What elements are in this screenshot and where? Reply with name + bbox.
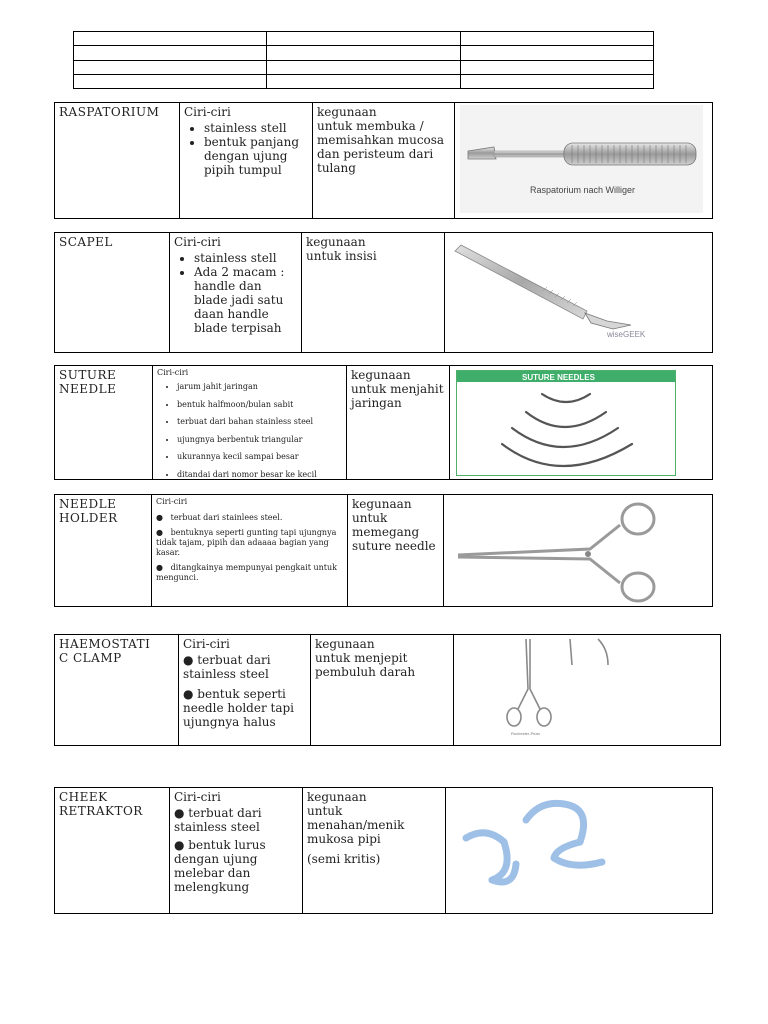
row-scapel	[54, 232, 713, 353]
use-text: untuk menjahit jaringan	[351, 382, 444, 410]
ciri-item: • terbuat dari bahan stainless steel	[177, 417, 342, 427]
image-caption: Raspatorium nach Williger	[530, 185, 636, 195]
bullet: ●	[156, 528, 171, 537]
bullet: ●	[174, 838, 189, 852]
scalpel-image	[447, 233, 655, 341]
needle-holder-image	[450, 497, 668, 603]
ciri-item: • ujungnya berbentuk triangular	[177, 435, 342, 445]
ciri-item: • jarum jahit jaringan	[177, 382, 342, 392]
instrument-name: SUTURE NEEDLE	[59, 368, 117, 396]
use-text: untuk memegang suture needle	[352, 511, 436, 553]
ciri-item	[156, 563, 343, 583]
ciri-item	[174, 838, 298, 894]
ciri-item: • bentuk panjang dengan ujung pipih tumpul	[204, 135, 308, 177]
use-text: untuk insisi	[306, 249, 377, 263]
bullet: ●	[156, 563, 171, 572]
ciri-item	[174, 806, 298, 834]
haemostatic-clamp-image	[456, 635, 682, 743]
ciri-item: • bentuk halfmoon/bulan sabit	[177, 400, 342, 410]
row-needle-holder	[54, 494, 713, 607]
use-title: kegunaan	[306, 235, 366, 249]
use-title: kegunaan	[352, 497, 412, 511]
use-title: kegunaan	[307, 790, 367, 804]
suture-needles-image	[456, 370, 676, 476]
ciri-text: terbuat dari stainless steel	[183, 653, 271, 681]
ciri-text: bentuknya seperti gunting tapi ujungnya tidak tajam, pipih dan adaaaa bagian yang kasar.	[156, 528, 337, 557]
use-note: (semi kritis)	[307, 852, 381, 866]
bullet: ●	[156, 513, 171, 522]
ciri-list	[156, 513, 343, 583]
ciri-item	[183, 653, 306, 681]
instrument-name: HAEMOSTATI C CLAMP	[59, 637, 151, 665]
use-text: untuk menjepit pembuluh darah	[315, 651, 416, 679]
ciri-list	[157, 382, 342, 480]
use-title: kegunaan	[317, 105, 377, 119]
cheek-retractor-image	[452, 792, 632, 908]
use-title: kegunaan	[315, 637, 375, 651]
use-text: untuk menahan/menik mukosa pipi	[307, 804, 405, 846]
ciri-title: Ciri-ciri	[174, 790, 221, 804]
instrument-name: NEEDLE HOLDER	[59, 497, 118, 525]
row-suture-needle	[54, 365, 713, 480]
image-caption: wiseGEEK	[607, 330, 646, 339]
ciri-title: Ciri-ciri	[156, 497, 188, 506]
row-haemostatic-clamp	[54, 634, 721, 746]
bullet: ●	[183, 687, 198, 701]
empty-header-table	[73, 31, 654, 89]
ciri-item: • stainless stell	[204, 121, 308, 135]
bullet: ●	[183, 653, 198, 667]
ciri-list	[174, 251, 297, 335]
ciri-title: Ciri-ciri	[184, 105, 231, 119]
ciri-list	[184, 121, 308, 177]
ciri-item: • ditandai dari nomor besar ke kecil	[177, 470, 342, 480]
ciri-item	[183, 687, 306, 729]
ciri-item	[156, 513, 343, 523]
instrument-name: RASPATORIUM	[59, 105, 160, 119]
ciri-item: • Ada 2 macam : handle dan blade jadi satu daan handle blade terpisah	[194, 265, 297, 335]
ciri-item: • stainless stell	[194, 251, 297, 265]
ciri-text: terbuat dari stainless steel	[174, 806, 262, 834]
ciri-item: • ukurannya kecil sampai besar	[177, 452, 342, 462]
use-text: untuk membuka / memisahkan mucosa dan peristeum dari tulang	[317, 119, 445, 175]
ciri-item	[156, 528, 343, 558]
instrument-name: CHEEK RETRAKTOR	[59, 790, 143, 818]
bullet: ●	[174, 806, 189, 820]
row-cheek-retraktor	[54, 787, 713, 914]
ciri-list	[183, 653, 306, 729]
ciri-list	[174, 806, 298, 894]
ciri-title: Ciri-ciri	[157, 368, 189, 377]
use-title: kegunaan	[351, 368, 411, 382]
ciri-title: Ciri-ciri	[183, 637, 230, 651]
image-caption: SUTURE NEEDLES	[522, 373, 595, 382]
raspatorium-image	[460, 105, 703, 213]
ciri-title: Ciri-ciri	[174, 235, 221, 249]
ciri-text: ditangkainya mempunyai pengkait untuk mengunci.	[156, 563, 338, 582]
ciri-text: terbuat dari stainlees steel.	[170, 513, 283, 522]
row-raspatorium	[54, 102, 713, 219]
image-label: Rochester-Pean	[511, 731, 540, 736]
ciri-text: bentuk seperti needle holder tapi ujungnya halus	[183, 687, 294, 729]
ciri-text: bentuk lurus dengan ujung melebar dan melengkung	[174, 838, 266, 894]
instrument-name: SCAPEL	[59, 235, 113, 249]
